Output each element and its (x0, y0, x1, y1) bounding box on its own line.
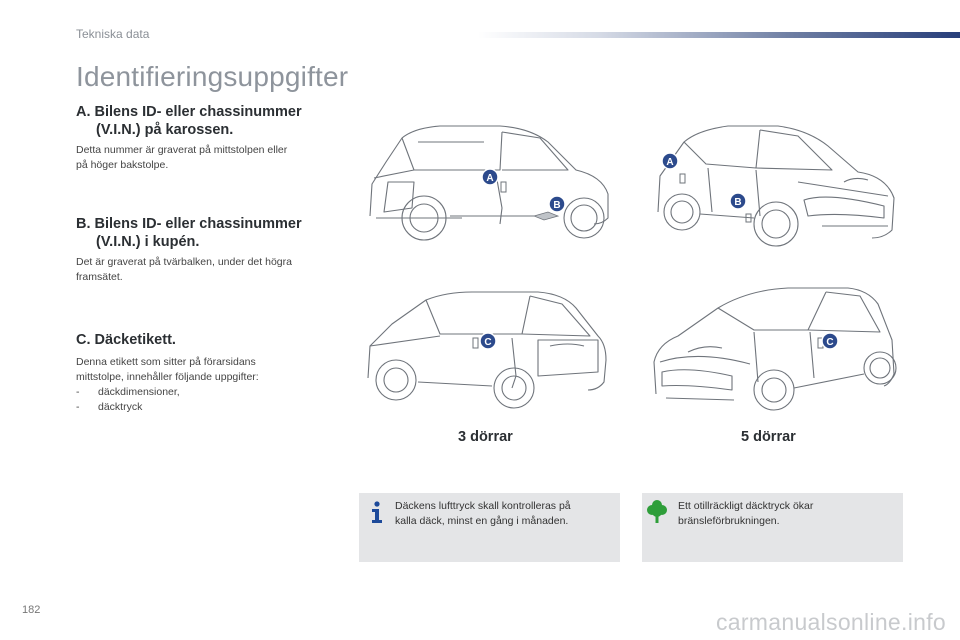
info-icon (369, 501, 385, 523)
caption-3-door: 3 dörrar (458, 429, 513, 445)
page-number: 182 (22, 604, 41, 616)
marker-a-label: A (666, 157, 674, 168)
section-b-heading-line1: B. Bilens ID- eller chassinummer (76, 216, 302, 232)
section-c-text (76, 355, 346, 415)
section-c-heading (76, 331, 176, 349)
car-illustration-3door-rear (362, 112, 616, 252)
marker-b-label: B (553, 200, 561, 211)
section-c-heading-line1: C. Däcketikett. (76, 332, 176, 348)
tree-icon (646, 499, 668, 523)
section-a-heading-line1: A. Bilens ID- eller chassinummer (76, 104, 302, 120)
header-section-title: Tekniska data (76, 27, 150, 41)
info-box-line1: Däckens lufttryck skall kontrolleras på (395, 500, 571, 512)
page-title: Identifieringsuppgifter (76, 61, 349, 92)
section-a-text (76, 143, 346, 173)
section-b-text (76, 255, 346, 285)
car-illustration-3door-rear-c (362, 284, 616, 414)
watermark: carmanualsonline.info (715, 609, 946, 635)
marker-a-label: A (486, 173, 494, 184)
marker-b-label: B (734, 197, 742, 208)
marker-c-label: C (826, 337, 834, 348)
section-c-list (76, 385, 346, 415)
section-c-text-line2: mittstolpe, innehåller följande uppgifter: (76, 371, 259, 383)
info-box-fuel-consumption (642, 493, 903, 562)
info-box-tire-pressure (359, 493, 620, 562)
section-b-text-line1: Det är graverat på tvärbalken, under det högra (76, 256, 292, 268)
info-box-line2: bränsleförbrukningen. (678, 515, 780, 527)
section-b-heading-line2: (V.I.N.) i kupén. (96, 234, 200, 250)
list-item-text: däcktryck (98, 401, 143, 413)
car-illustration-5door-front (648, 112, 902, 256)
car-illustration-5door-front-c (648, 278, 902, 416)
section-a-heading-line2: (V.I.N.) på karossen. (96, 122, 234, 138)
info-box-line1: Ett otillräckligt däcktryck ökar (678, 500, 814, 512)
section-a-text-line1: Detta nummer är graverat på mittstolpen eller (76, 144, 288, 156)
list-item-text: däckdimensioner, (98, 386, 180, 398)
section-a-text-line2: på höger bakstolpe. (76, 159, 169, 171)
list-item: - däckdimensioner, (76, 386, 180, 398)
list-item: - däcktryck (76, 401, 143, 413)
section-a-heading (76, 103, 302, 139)
info-box-line2: kalla däck, minst en gång i månaden. (395, 515, 569, 527)
section-b-text-line2: framsätet. (76, 271, 123, 283)
section-b-heading (76, 215, 302, 251)
header-gradient-bar (478, 32, 960, 38)
section-c-text-line1: Denna etikett som sitter på förarsidans (76, 356, 256, 368)
marker-c-label: C (484, 337, 492, 348)
caption-5-door: 5 dörrar (741, 429, 796, 445)
